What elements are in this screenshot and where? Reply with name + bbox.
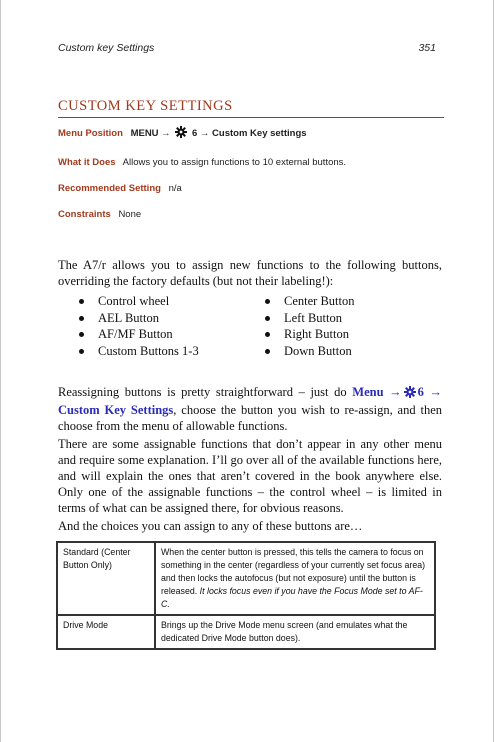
what-it-does-value: Allows you to assign functions to 10 external buttons. — [122, 157, 347, 168]
function-name: Drive Mode — [58, 616, 156, 648]
list-item — [262, 293, 354, 310]
running-head-title: Custom key Settings — [58, 42, 155, 54]
custom-key-settings-link[interactable]: Custom Key Settings — [58, 403, 174, 417]
list-item — [76, 343, 199, 360]
bullet-icon — [79, 299, 84, 304]
choices-paragraph: And the choices you can assign to any of these buttons are… — [58, 519, 363, 533]
button-list-left — [76, 293, 199, 359]
button-list-right — [262, 293, 354, 359]
list-item — [76, 293, 199, 310]
bullet-icon — [265, 316, 270, 321]
function-description-text: When the center button is pressed, this tells the camera to focus on something in the center (regardless of your currently set focus area) and then locks the autofocus (but not exposure) until the button is released. — [161, 547, 426, 596]
function-description — [156, 543, 434, 614]
running-head — [58, 42, 436, 56]
recommended-setting-label: Recommended Setting — [58, 183, 161, 194]
section-title: CUSTOM KEY SETTINGS — [58, 98, 233, 114]
function-description — [156, 616, 434, 648]
list-item — [76, 310, 199, 327]
function-name: Standard (Center Button Only) — [58, 543, 156, 614]
recommended-setting-value: n/a — [168, 183, 182, 194]
recommended-setting-line — [58, 183, 182, 194]
constraints-value: None — [118, 209, 142, 220]
list-item — [262, 310, 354, 327]
list-item-label: Left Button — [284, 310, 342, 325]
assignable-paragraph: There are some assignable functions that don’t appear in any other menu and require some explanation. I’ll go over all of the available functions here, and will explain the ones that aren’t covered in the book anywhere else. Only one of the assignable functions – the control wheel – is limited in terms of what can be assigned there, for obvious reasons. — [58, 437, 442, 515]
list-item-label: Custom Buttons 1-3 — [98, 343, 199, 358]
reassign-text-post: , choose the button you wish to re-assign, and then choose from the menu of allowable functions. — [58, 403, 442, 433]
function-description-text: Brings up the Drive Mode menu screen (and emulates what the dedicated Drive Mode button does). — [161, 620, 408, 643]
title-rule — [58, 117, 444, 118]
reassign-paragraph — [58, 384, 442, 434]
reassign-menu-path: Menu → — [352, 385, 402, 399]
what-it-does-line — [58, 157, 346, 168]
reassign-menu-number: 6 → — [417, 385, 443, 399]
list-item — [262, 326, 354, 343]
list-item-label: Center Button — [284, 294, 355, 308]
list-item-label: AEL Button — [98, 310, 159, 325]
constraints-line — [58, 209, 141, 220]
menu-position-suffix: → Custom Key settings — [199, 128, 307, 139]
bullet-icon — [79, 316, 84, 321]
gear-icon — [175, 126, 187, 141]
intro-paragraph: The A7/r allows you to assign new functions to the following buttons, overriding the factory defaults (but not their labeling!): — [58, 258, 442, 288]
bullet-icon — [79, 332, 84, 337]
list-item-label: Down Button — [284, 343, 352, 358]
page-number: 351 — [418, 42, 436, 54]
list-item — [262, 343, 354, 360]
table-row — [58, 543, 434, 614]
bullet-icon — [79, 349, 84, 354]
list-item-label: Control wheel — [98, 294, 170, 308]
menu-position-line — [58, 126, 307, 141]
reassign-text-pre: Reassigning buttons is pretty straightforward – just do — [58, 385, 347, 399]
functions-table — [56, 541, 436, 650]
list-item — [76, 326, 199, 343]
gear-icon — [404, 386, 416, 402]
constraints-label: Constraints — [58, 209, 111, 220]
menu-position-prefix: MENU → — [130, 128, 171, 139]
bullet-icon — [265, 299, 270, 304]
list-item-label: AF/MF Button — [98, 327, 173, 341]
page-edge-left — [0, 0, 1, 742]
table-row — [58, 614, 434, 648]
function-description-note: It locks focus even if you have the Focus Mode set to AF-C. — [161, 586, 423, 609]
bullet-icon — [265, 332, 270, 337]
menu-position-number: 6 — [191, 128, 198, 139]
list-item-label: Right Button — [284, 327, 349, 341]
menu-position-label: Menu Position — [58, 128, 123, 139]
what-it-does-label: What it Does — [58, 157, 116, 168]
bullet-icon — [265, 349, 270, 354]
